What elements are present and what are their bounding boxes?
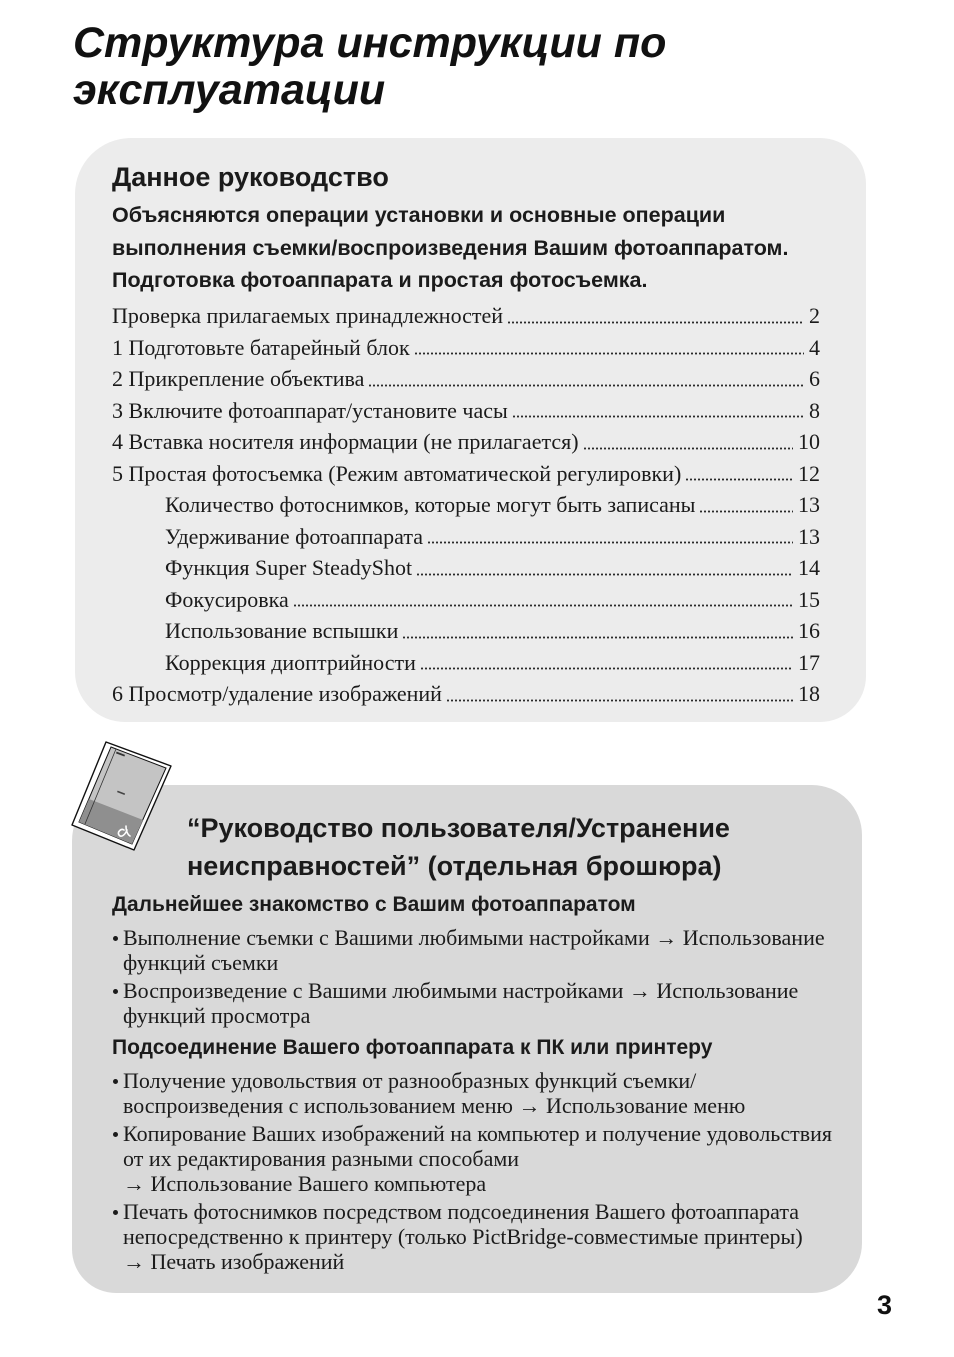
toc-entry [112, 458, 820, 490]
topic-heading: Дальнейшее знакомство с Вашим фотоаппаратом [112, 893, 636, 916]
list-item-line: Выполнение съемки с Вашими любимыми настройками → Использование [123, 925, 825, 950]
separate-booklet-heading [187, 809, 730, 885]
toc-page-number: 13 [798, 523, 820, 549]
toc-dot-leader [416, 572, 793, 577]
toc-page-number: 4 [809, 334, 820, 360]
topic-group [112, 890, 857, 1028]
list-item [112, 978, 857, 1028]
toc-page-number: 16 [798, 618, 820, 643]
toc-subentry-title: Количество фотоснимков, которые могут быть записаны [165, 492, 696, 517]
booklet-topics [112, 890, 857, 1277]
list-item-line: → Использование Вашего компьютера [123, 1171, 487, 1196]
toc-dot-leader [420, 666, 793, 671]
toc-entry-title: 6 Просмотр/удаление изображений [112, 681, 442, 706]
list-item [112, 1199, 857, 1274]
summary-line: Объясняются операции установки и основные операции [112, 203, 726, 227]
toc-subentry-title: Функция Super SteadyShot [165, 555, 413, 580]
separate-booklet-panel [72, 785, 862, 1293]
toc-dot-leader [507, 320, 804, 325]
toc-page-number: 15 [798, 586, 820, 612]
toc-entry-title: 2 Прикрепление объектива [112, 366, 365, 391]
this-manual-summary [112, 199, 788, 297]
list-item [112, 1068, 857, 1118]
page-title [73, 20, 666, 114]
toc-dot-leader [402, 635, 793, 640]
toc-entry-title: 1 Подготовьте батарейный блок [112, 334, 410, 360]
toc-entry [112, 332, 820, 364]
toc-entry-title: 4 Вставка носителя информации (не прилагается) [112, 429, 579, 454]
topic-group [112, 1033, 857, 1274]
toc-entry-title: 3 Включите фотоаппарат/установите часы [112, 397, 508, 423]
toc-page-number: 10 [798, 429, 820, 454]
toc-entry-title: Проверка прилагаемых принадлежностей [112, 303, 504, 328]
topic-heading: Подсоединение Вашего фотоаппарата к ПК или принтеру [112, 1036, 713, 1059]
toc-subentry [112, 489, 820, 521]
this-manual-panel [75, 138, 866, 722]
bullet-icon [113, 989, 118, 994]
toc-subentry-title: Использование вспышки [165, 618, 399, 643]
list-item-line: непосредственно к принтеру (только PictBridge-совместимые принтеры) [123, 1224, 803, 1249]
toc-entry [112, 678, 820, 710]
toc-entry-title: 5 Простая фотосъемка (Режим автоматической регулировки) [112, 460, 682, 486]
toc-dot-leader [699, 509, 793, 514]
toc-dot-leader [583, 446, 793, 451]
toc-dot-leader [427, 540, 793, 545]
toc-entry [112, 395, 820, 427]
summary-line: Подготовка фотоаппарата и простая фотосъемка. [112, 268, 648, 292]
toc-dot-leader [293, 603, 793, 608]
toc-entry [112, 426, 820, 458]
bullet-icon [113, 1079, 118, 1084]
toc-page-number: 18 [798, 681, 820, 706]
list-item-line: функций съемки [123, 950, 279, 975]
list-item [112, 925, 857, 975]
toc-page-number: 17 [798, 649, 820, 675]
toc-subentry-title: Удерживание фотоаппарата [165, 523, 424, 549]
toc-dot-leader [414, 351, 804, 356]
toc-dot-leader [685, 477, 793, 482]
toc-subentry-title: Коррекция диоптрийности [165, 649, 416, 675]
summary-line: выполнения съемки/воспроизведения Вашим фотоаппаратом. [112, 235, 789, 260]
toc-dot-leader [512, 414, 804, 419]
list-item-line: функций просмотра [123, 1003, 311, 1028]
list-item-line: от их редактирования разными способами [123, 1146, 520, 1171]
page-title-line: эксплуатации [73, 66, 386, 114]
list-item-line: воспроизведения с использованием меню → Использование меню [123, 1093, 746, 1118]
toc-subentry-title: Фокусировка [165, 586, 289, 612]
heading-line: “Руководство пользователя/Устранение [187, 813, 730, 843]
list-item-line: Воспроизведение с Вашими любимыми настройками → Использование [123, 978, 799, 1003]
heading-line: неисправностей” (отдельная брошюра) [187, 851, 722, 881]
list-item-line: Получение удовольствия от разнообразных функций съемки/ [123, 1068, 697, 1093]
toc-dot-leader [446, 698, 793, 703]
list-item-line: Печать фотоснимков посредством подсоединения Вашего фотоаппарата [123, 1199, 799, 1224]
bullet-icon [113, 1132, 118, 1137]
toc-dot-leader [368, 383, 804, 388]
toc-page-number: 8 [809, 397, 820, 423]
booklet-icon [70, 740, 174, 852]
toc-subentry [112, 584, 820, 616]
toc-subentry [112, 647, 820, 679]
toc-subentry [112, 615, 820, 647]
list-item [112, 1121, 857, 1196]
page-number: 3 [877, 1290, 893, 1320]
toc-page-number: 2 [809, 303, 820, 328]
toc-subentry [112, 521, 820, 553]
toc-entry [112, 300, 820, 332]
bullet-icon [113, 936, 118, 941]
list-item-line: Копирование Ваших изображений на компьютер и получение удовольствия [123, 1121, 832, 1146]
toc-page-number: 6 [809, 366, 820, 391]
list-item-line: → Печать изображений [123, 1249, 345, 1274]
toc-entry [112, 363, 820, 395]
this-manual-heading: Данное руководство [112, 162, 389, 192]
toc-page-number: 13 [798, 492, 820, 517]
toc-page-number: 14 [798, 555, 820, 580]
toc-page-number: 12 [798, 460, 820, 486]
bullet-icon [113, 1210, 118, 1215]
table-of-contents [112, 300, 820, 710]
toc-subentry [112, 552, 820, 584]
page-title-line: Структура инструкции по [73, 19, 667, 67]
